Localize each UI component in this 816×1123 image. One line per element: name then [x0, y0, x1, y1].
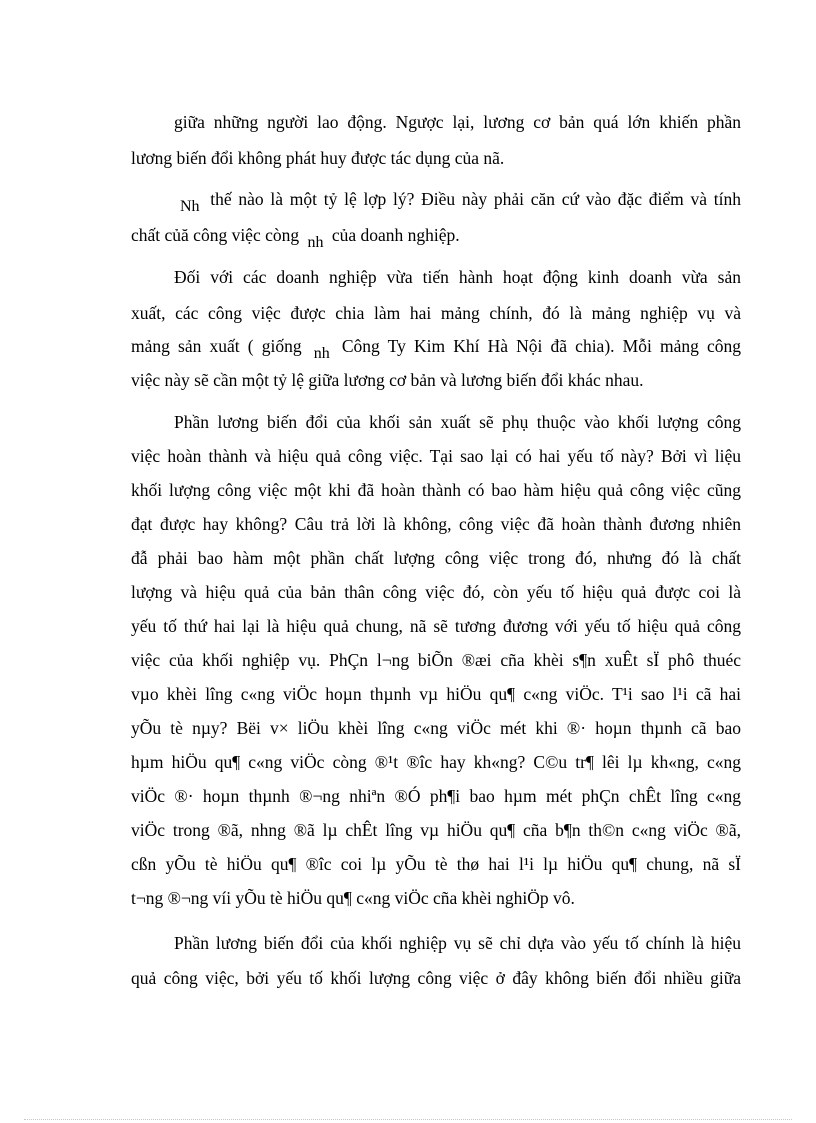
- text-fragment: Nh: [180, 198, 200, 215]
- text-line: lương biến đổi không phát huy được tác dụng của nã.: [131, 148, 505, 168]
- text-fragment: thế nào là một tỷ lệ lợp lý? Điều này phải căn cứ vào đặc điểm và tính: [210, 189, 741, 209]
- text-line: việc này sẽ cần một tỷ lệ giữa lương cơ bản và lương biến đổi khác nhau.: [131, 370, 644, 390]
- text-fragment: nh: [307, 234, 324, 251]
- text-line: yÕu tè nµy? Bëi v× liÖu khèi lîng c«ng viÖc mét khi ®· hoµn thµnh cã bao: [131, 718, 741, 738]
- text-line: [131, 224, 741, 251]
- text-fragment: của doanh nghiệp.: [331, 225, 460, 245]
- text-line: Đối với các doanh nghiệp vừa tiến hành hoạt động kinh doanh vừa sản: [174, 267, 741, 287]
- text-fragment: Công Ty Kim Khí Hà Nội đã chia). Mỗi mảng công: [341, 336, 742, 356]
- text-line: giữa những người lao động. Ngược lại, lương cơ bản quá lớn khiến phần: [174, 112, 741, 132]
- text-fragment: mảng sản xuất ( giống: [131, 336, 302, 356]
- text-line: Phần lương biến đổi của khối sản xuất sẽ phụ thuộc vào khối lượng công: [174, 412, 741, 432]
- text-line: [174, 188, 741, 215]
- text-line: [131, 335, 742, 362]
- text-line: xuất, các công việc được chia làm hai mảng chính, đó là mảng nghiệp vụ và: [131, 303, 741, 323]
- text-line: cßn yÕu tè hiÖu qu¶ ®îc coi lµ yÕu tè thø hai l¹i lµ hiÖu qu¶ chung, nã sÏ: [131, 854, 741, 874]
- text-line: viÖc ®· hoµn thµnh ®¬ng nhiªn ®Ó ph¶i bao hµm mét phÇn chÊt lîng c«ng: [131, 786, 741, 806]
- text-line: quả công việc, bởi yếu tố khối lượng công việc ở đây không biến đổi nhiều giữa: [131, 968, 741, 988]
- text-line: khối lượng công việc một khi đã hoàn thành có bao hàm hiệu quả công việc cũng: [131, 480, 741, 500]
- text-line: yếu tố thứ hai lại là hiệu quả chung, nã sẽ tương đương với yếu tố hiệu quả công: [131, 616, 741, 636]
- text-fragment: nh: [313, 345, 330, 362]
- text-line: việc của khối nghiệp vụ. PhÇn l¬ng biÕn ®æi cña khèi s¶n xuÊt sÏ phô thuéc: [131, 650, 741, 670]
- text-line: Phần lương biến đổi của khối nghiệp vụ sẽ chỉ dựa vào yếu tố chính là hiệu: [174, 933, 741, 953]
- text-line: đạt được hay không? Câu trả lời là không, công việc đã hoàn thành đương nhiên: [131, 514, 741, 534]
- text-line: việc hoàn thành và hiệu quả công việc. Tại sao lại có hai yếu tố này? Bởi vì liệu: [131, 446, 741, 466]
- text-line: hµm hiÖu qu¶ c«ng viÖc còng ®¹t ®îc hay kh«ng? C©u tr¶ lêi lµ kh«ng, c«ng: [131, 752, 741, 772]
- page-bottom-divider: [24, 1119, 792, 1120]
- text-line: t¬ng ®¬ng víi yÕu tè hiÖu qu¶ c«ng viÖc cña khèi nghiÖp vô.: [131, 888, 575, 908]
- text-line: vµo khèi lîng c«ng viÖc hoµn thµnh vµ hiÖu qu¶ c«ng viÖc. T¹i sao l¹i cã hai: [131, 684, 741, 704]
- text-line: viÖc trong ®ã, nhng ®ã lµ chÊt lîng vµ hiÖu qu¶ cña b¶n th©n c«ng viÖc ®ã,: [131, 820, 741, 840]
- text-line: lượng và hiệu quả của bản thân công việc đó, còn yếu tố hiệu quả được coi là: [131, 582, 741, 602]
- text-line: đẫ phải bao hàm một phần chất lượng công việc trong đó, nhưng đó là chất: [131, 548, 741, 568]
- text-fragment: chất củă công việc còng: [131, 225, 300, 245]
